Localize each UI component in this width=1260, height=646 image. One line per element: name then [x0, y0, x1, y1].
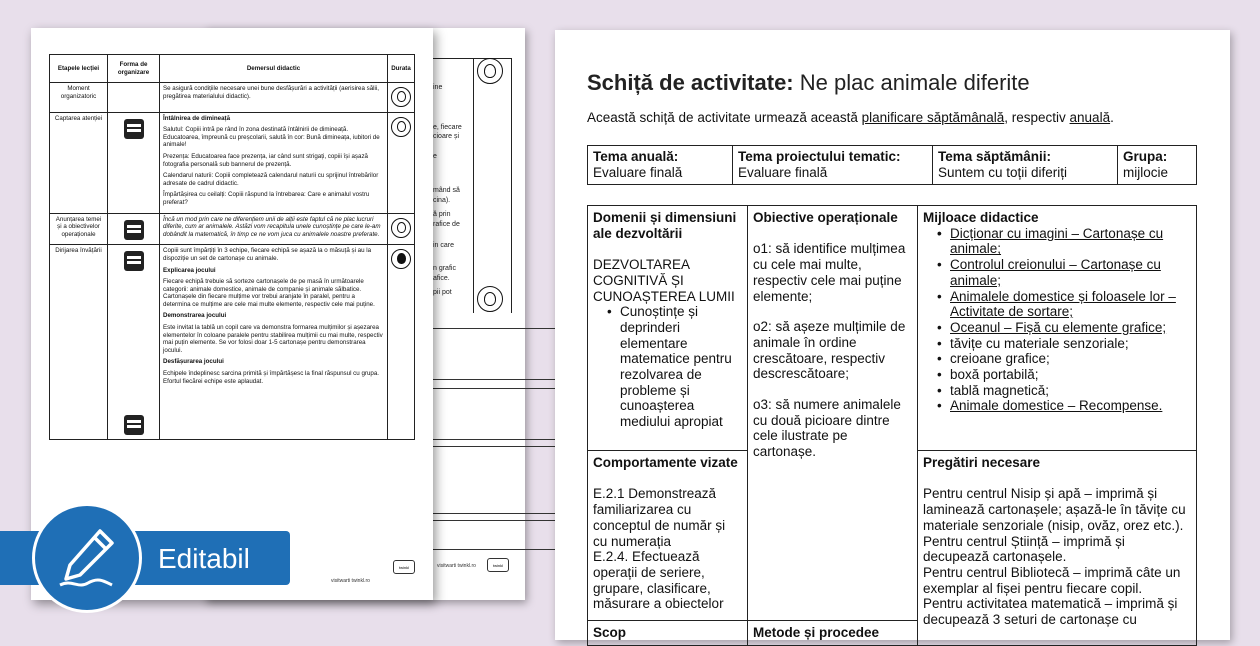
methods-cell: Metode și procedee [748, 621, 918, 646]
clock-icon [391, 249, 411, 269]
table-row [50, 213, 415, 245]
pencil-edit-icon [32, 503, 142, 613]
duration-clock-icon [477, 58, 503, 84]
col-header-content: Demersul didactic [160, 55, 388, 83]
lesson-table-header [50, 55, 415, 83]
content-cell [160, 213, 388, 245]
duration-cell [388, 213, 415, 245]
editable-label: Editabil [158, 543, 250, 574]
form-cell [108, 83, 160, 113]
table-row [50, 112, 415, 213]
back-text-fragment: e, fiecare [433, 124, 462, 131]
back-text-fragment: afice. [433, 275, 450, 282]
clock-icon [391, 117, 411, 137]
duration-cell [388, 83, 415, 113]
duration-clock-icon [477, 286, 503, 312]
objectives-cell [748, 206, 918, 621]
objective-item: o3: să numere animalele cu două picioare dintre cele ilustrate pe cartonașe. [753, 397, 901, 460]
twinkl-logo: twinkl [487, 558, 509, 572]
activity-details-table [587, 205, 1197, 646]
back-text-fragment: e [433, 153, 437, 160]
stage-label: Anunțarea temei și a obiectivelor operaționale [50, 213, 108, 245]
table-row [50, 245, 415, 440]
behaviors-heading: Comportamente vizate [593, 455, 738, 470]
content-paragraph: Se asigură condițiile necesare unei bune desfășurări a activității (aerisirea sălii, pregătirea materialului didactic). [163, 85, 379, 100]
preparation-item: Pentru centrul Știință – imprimă și decupează cartonașele. [923, 533, 1125, 565]
resource-link[interactable]: • Dicționar cu imagini – Cartonașe cu animale; [923, 226, 1191, 257]
list-item: • creioane grafice; [923, 351, 1191, 367]
group-work-icon [124, 251, 144, 271]
objective-item: o1: să identifice mulțimea cu cele mai multe, respectiv cele mai puține elemente; [753, 241, 906, 304]
content-paragraph: Fiecare echipă trebuie să sorteze cartonașele de pe masă în următoarele categorii: animale domestice, animale de companie și animale sălbatice. Cartonașele din fiecare mulțime vor trebui aranjate în paralel, pentru a determina ce mulțime are cele mai multe elemente, respectiv cele mai puține. [163, 278, 375, 308]
back-text-fragment: in care [433, 242, 455, 249]
content-paragraph: Salutul: Copiii intră pe rând în zona destinată întâlnirii de dimineață. Educatoarea, împreună cu preșcolarii, salută în cor: Bună dimineața, iubitori de animale! [163, 126, 380, 149]
form-cell [108, 245, 160, 440]
table-row [588, 146, 1197, 185]
back-footer-site: visitwarti twinkl.ro [437, 563, 476, 569]
preparations-heading: Pregătiri necesare [923, 455, 1041, 470]
back-text-fragment: ă prin [433, 211, 451, 218]
activity-plan-page [555, 30, 1230, 640]
dimension-list [593, 304, 742, 430]
clock-icon [391, 87, 411, 107]
col-header-duration: Durata [388, 55, 415, 83]
table-row [50, 83, 415, 113]
scope-cell: Scop [588, 621, 748, 646]
duration-cell [388, 245, 415, 440]
annual-plan-link[interactable]: anuală [1069, 110, 1111, 125]
form-cell [108, 112, 160, 213]
content-paragraph: Calendarul naturii: Copiii completează calendarul naturii cu sprijinul întrebărilor adresate de cadrul didactic. [163, 172, 379, 187]
weekly-plan-link[interactable]: planificare săptămânală [861, 110, 1005, 125]
lesson-plan-table [49, 54, 415, 440]
list-item: • tablă magnetică; [923, 383, 1191, 399]
content-cell [160, 245, 388, 440]
preparation-item: Pentru centrul Nisip și apă – imprimă și laminează cartonașele; așază-le în tăvițe cu materiale senzoriale (nisip, ovăz, orez etc.). [923, 486, 1186, 533]
stage-label: Dirijarea învățării [50, 245, 108, 440]
pencil-edit-icon [52, 523, 122, 593]
content-paragraph: Împărtășirea cu ceilalți: Copiii răspund la întrebarea: Care e animalul vostru preferat? [163, 191, 370, 206]
content-heading: Desfășurarea jocului [163, 358, 224, 366]
intro-text: Această schiță de activitate urmează această planificare săptămânală, respectiv anuală. [587, 110, 1114, 125]
meta-cell: Tema anuală: Evaluare finală [588, 146, 733, 185]
stage-label: Moment organizatoric [50, 83, 108, 113]
list-item: • Cunoștințe și deprinderi elementare matematice pentru rezolvarea de probleme și cunoașterea mediului apropiat [593, 304, 742, 430]
behavior-item: E.2.1 Demonstrează familiarizarea cu conceptul de număr și cu numerația [593, 486, 726, 549]
col-header-stage: Etapele lecției [50, 55, 108, 83]
content-heading: Întâlnirea de dimineață [163, 114, 231, 122]
page-title [587, 70, 1030, 96]
resources-heading: Mijloace didactice [923, 210, 1039, 225]
form-cell [108, 213, 160, 245]
resources-cell [918, 206, 1197, 451]
content-paragraph: Este invitat la tablă un copil care va demonstra formarea mulțimilor și așezarea elementelor în coloane paralele pentru stabilirea mulțimii cu mai multe, respectiv mai puțin elemente. Se vor folosi doar 1-5 cartonașe pentru demonstrarea jocului. [163, 324, 383, 354]
list-item: • boxă portabilă; [923, 367, 1191, 383]
group-work-icon [124, 119, 144, 139]
clock-icon [391, 218, 411, 238]
behavior-item: E.2.4. Efectuează operații de seriere, grupare, clasificare, măsurare a obiectelor [593, 549, 724, 612]
group-work-icon [124, 220, 144, 240]
back-text-fragment: pii pot [433, 289, 452, 296]
twinkl-logo: twinkl [393, 560, 415, 574]
content-cell [160, 112, 388, 213]
stage-label: Captarea atenției [50, 112, 108, 213]
title-prefix: Schiță de activitate: [587, 70, 794, 95]
table-row [588, 206, 1197, 451]
list-item: • tăvițe cu materiale senzoriale; [923, 336, 1191, 352]
preparation-item: Pentru activitatea matematică – imprimă și decupează 3 seturi de cartonașe cu [923, 596, 1178, 628]
content-paragraph: Copiii sunt împărțiți în 3 echipe, fiecare echipă se așază la o măsuță și au la dispoziție un set de cartonașe cu animale. [163, 247, 372, 262]
objectives-heading: Obiective operaționale [753, 210, 898, 225]
meta-cell: Tema săptămânii: Suntem cu toții diferiți [933, 146, 1118, 185]
resource-link[interactable]: • Animalele domestice și foloasele lor – Activitate de sortare; [923, 289, 1191, 320]
meta-cell: Tema proiectului tematic: Evaluare finală [733, 146, 933, 185]
meta-cell: Grupa: mijlocie [1118, 146, 1197, 185]
resource-link[interactable]: • Oceanul – Fișă cu elemente grafice; [923, 320, 1191, 336]
back-text-fragment: rafice de [433, 221, 460, 228]
content-paragraph: Încă un mod prin care ne diferențiem unii de alții este faptul că ne plac lucruri diferite, cum ar animalele. Astăzi vom recapitula unele cunoștințe pe care le-am dobândit la matematică, în timp ce ne vom juca cu animalele noastre preferate. [163, 215, 381, 238]
resource-link[interactable]: • Animale domestice – Recompense. [923, 398, 1191, 414]
back-table-edge-line [511, 58, 512, 313]
content-heading: Explicarea jocului [163, 266, 216, 274]
title-rest: Ne plac animale diferite [793, 70, 1030, 95]
content-cell [160, 83, 388, 113]
back-table-top-line [433, 58, 511, 59]
preparation-item: Pentru centrul Bibliotecă – imprimă câte un exemplar al fișei pentru fiecare copil. [923, 564, 1181, 596]
back-text-fragment: cina). [433, 197, 451, 204]
back-text-fragment: cioare și [433, 133, 460, 140]
content-paragraph: Prezența: Educatoarea face prezența, iar când sunt strigați, copiii își așază fotografia personală sub bannerul de prezență. [163, 152, 368, 168]
preparations-cell [918, 451, 1197, 646]
behaviors-cell [588, 451, 748, 621]
domains-cell [588, 206, 748, 451]
domains-heading: Domenii și dimensiuni ale dezvoltării [593, 210, 737, 241]
resources-list [923, 226, 1191, 414]
back-table-col-line [473, 58, 474, 313]
content-heading: Demonstrarea jocului [163, 312, 227, 320]
resource-link[interactable]: • Controlul creionului – Cartonașe cu animale; [923, 257, 1191, 288]
col-header-form: Forma de organizare [108, 55, 160, 83]
content-paragraph: Echipele îndeplinesc sarcina primită și împărtășesc la final răspunsul cu grupa. Efortul fiecărei echipe este aplaudat. [163, 370, 379, 385]
back-text-fragment: ine [433, 84, 443, 91]
front-footer-site: visitwarti twinkl.ro [331, 578, 370, 584]
presentation-icon [124, 415, 144, 435]
objective-item: o2: să așeze mulțimile de animale în ordine crescătoare, respectiv descrescătoare; [753, 319, 906, 382]
domain-name: DEZVOLTAREA COGNITIVĂ ȘI CUNOAȘTEREA LUMII [593, 257, 735, 304]
back-text-fragment: mând să [433, 187, 460, 194]
theme-meta-table [587, 145, 1197, 185]
duration-cell [388, 112, 415, 213]
back-text-fragment: n grafic [433, 265, 456, 272]
